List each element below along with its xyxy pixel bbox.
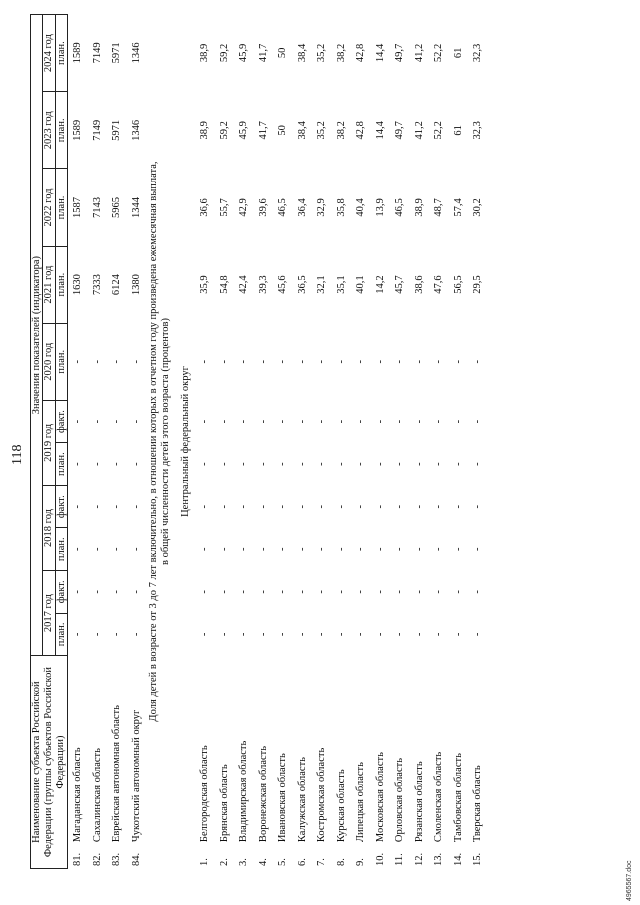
value-cell: - — [452, 462, 464, 466]
table-row — [68, 15, 88, 869]
value-cell: 38,9 — [199, 43, 211, 63]
region-name: Смоленская область — [433, 751, 445, 843]
value-cell: - — [218, 462, 230, 466]
value-cell: - — [316, 419, 328, 424]
value-cell: 38,4 — [296, 43, 308, 63]
value-cell: - — [316, 632, 328, 637]
value-cell: - — [316, 590, 328, 594]
value-cell: - — [413, 504, 425, 509]
plan-header: план. — [55, 528, 67, 571]
value-cell: - — [296, 632, 308, 637]
value-cell: - — [277, 632, 289, 637]
value-cell: - — [199, 590, 211, 594]
value-cell: - — [218, 419, 230, 424]
value-cell: - — [91, 462, 103, 466]
value-cell: - — [218, 590, 230, 594]
value-cell: - — [316, 462, 328, 466]
value-cell: - — [111, 462, 123, 466]
value-cell: - — [72, 504, 84, 509]
value-cell: - — [355, 462, 367, 466]
year-header: 2018 год — [43, 485, 55, 570]
section-title — [146, 15, 174, 869]
value-cell: 38,6 — [413, 275, 425, 294]
value-cell: - — [257, 632, 269, 637]
region-name: Сахалинская область — [91, 748, 103, 843]
row-number: 6. — [296, 858, 308, 866]
value-cell: - — [130, 462, 142, 466]
value-cell: 61 — [452, 125, 464, 136]
value-cell: 57,4 — [452, 198, 464, 217]
value-cell: 35,2 — [316, 121, 328, 140]
value-cell: - — [374, 547, 386, 552]
year-header: 2019 год — [43, 400, 55, 485]
value-cell: - — [335, 590, 347, 594]
value-cell: 49,7 — [394, 121, 406, 140]
value-cell: - — [394, 590, 406, 594]
value-cell: - — [335, 547, 347, 552]
value-cell: 5965 — [111, 196, 123, 218]
value-cell: - — [277, 419, 289, 424]
value-cell: 32,3 — [472, 121, 484, 140]
value-cell: 41,7 — [257, 121, 269, 140]
value-cell: 40,4 — [355, 198, 367, 217]
value-cell: - — [257, 590, 269, 594]
value-cell: - — [355, 359, 367, 364]
table-row — [234, 15, 254, 869]
value-cell: 1589 — [72, 119, 84, 141]
value-cell: - — [257, 359, 269, 364]
value-cell: - — [374, 504, 386, 509]
value-cell: 1346 — [130, 119, 142, 141]
value-cell: 39,6 — [257, 198, 269, 217]
region-name: Владимирская область — [238, 740, 250, 843]
value-cell: - — [277, 462, 289, 466]
row-number: 81. — [72, 852, 84, 866]
value-cell: - — [355, 590, 367, 594]
region-name: Костромская область — [316, 747, 328, 843]
value-cell: - — [238, 419, 250, 424]
value-cell: 50 — [277, 125, 289, 136]
row-number: 15. — [472, 852, 484, 866]
plan-header: план. — [55, 246, 67, 323]
value-cell: - — [111, 590, 123, 594]
row-number: 10. — [374, 852, 386, 866]
region-name: Белгородская область — [199, 745, 211, 843]
row-number: 9. — [355, 858, 367, 866]
table-row — [107, 15, 127, 869]
value-cell: 56,5 — [452, 275, 464, 294]
value-cell: 7149 — [91, 119, 103, 141]
value-cell: 49,7 — [394, 43, 406, 63]
region-name: Брянская область — [218, 764, 230, 843]
page-number: 118 — [10, 444, 25, 465]
table-row — [390, 15, 410, 869]
value-cell: - — [433, 632, 445, 637]
value-cell: - — [452, 359, 464, 364]
value-cell: 35,1 — [335, 275, 347, 294]
value-cell: - — [72, 462, 84, 466]
region-name: Магаданская область — [72, 747, 84, 843]
value-cell: - — [91, 504, 103, 509]
table-row — [351, 15, 371, 869]
value-cell: 1589 — [72, 42, 84, 64]
value-cell: - — [316, 359, 328, 364]
value-cell: 7149 — [91, 42, 103, 64]
value-cell: - — [130, 359, 142, 364]
value-cell: 1344 — [130, 196, 142, 218]
value-cell: 38,2 — [335, 43, 347, 63]
value-cell: - — [238, 632, 250, 637]
table-row — [293, 15, 313, 869]
value-cell: 1587 — [72, 196, 84, 218]
value-cell: - — [72, 547, 84, 552]
row-number: 4. — [257, 858, 269, 866]
value-cell: - — [91, 359, 103, 364]
table-row — [410, 15, 430, 869]
plan-header: план. — [55, 323, 67, 400]
value-cell: - — [238, 359, 250, 364]
value-cell: - — [199, 359, 211, 364]
region-name: Курская область — [335, 769, 347, 843]
value-cell: - — [433, 504, 445, 509]
value-cell: - — [316, 504, 328, 509]
value-cell: - — [111, 504, 123, 509]
value-cell: - — [433, 547, 445, 552]
value-cell: - — [452, 632, 464, 637]
value-cell: - — [355, 504, 367, 509]
value-cell: - — [433, 590, 445, 594]
value-cell: 1630 — [72, 274, 84, 296]
value-cell: - — [413, 359, 425, 364]
value-cell: 14,2 — [374, 275, 386, 294]
value-cell: 46,5 — [394, 198, 406, 217]
row-number: 84. — [130, 852, 142, 866]
value-cell: - — [277, 547, 289, 552]
fact-header: факт. — [55, 571, 67, 614]
region-name: Рязанская область — [413, 761, 425, 843]
row-number: 1. — [199, 858, 211, 866]
region-name: Московская область — [374, 752, 386, 843]
table-row — [215, 15, 235, 869]
value-cell: - — [130, 419, 142, 424]
value-cell: - — [413, 547, 425, 552]
row-number: 82. — [91, 852, 103, 866]
row-number: 5. — [277, 858, 289, 866]
year-header: 2023 год — [43, 92, 55, 169]
value-cell: 39,3 — [257, 275, 269, 294]
value-cell: - — [472, 547, 484, 552]
value-cell: - — [413, 632, 425, 637]
value-cell: 61 — [452, 47, 464, 59]
value-cell: - — [130, 632, 142, 637]
value-cell: 36,5 — [296, 275, 308, 294]
value-cell: - — [72, 359, 84, 364]
row-number: 7. — [316, 858, 328, 866]
value-cell: - — [394, 632, 406, 637]
value-cell: 14,4 — [374, 121, 386, 140]
value-cell: - — [433, 359, 445, 364]
value-cell: 35,8 — [335, 198, 347, 217]
value-cell: - — [72, 632, 84, 637]
value-cell: - — [355, 419, 367, 424]
value-cell: - — [199, 547, 211, 552]
value-cell: - — [199, 462, 211, 466]
value-cell: - — [335, 359, 347, 364]
value-cell: - — [199, 504, 211, 509]
value-cell: - — [394, 462, 406, 466]
table-row — [468, 15, 488, 869]
value-cell: - — [257, 547, 269, 552]
value-cell: 42,9 — [238, 198, 250, 217]
table-row — [127, 15, 147, 869]
table-row — [449, 15, 469, 869]
document-id: 4965567.doc — [626, 860, 633, 901]
row-number: 12. — [413, 852, 425, 866]
value-cell: 45,9 — [238, 43, 250, 63]
value-cell: 1380 — [130, 274, 142, 296]
value-cell: 48,7 — [433, 198, 445, 217]
value-cell: - — [111, 359, 123, 364]
value-cell: - — [111, 419, 123, 424]
value-cell: - — [316, 547, 328, 552]
value-cell: - — [413, 590, 425, 594]
table-row — [273, 15, 293, 869]
value-cell: - — [296, 419, 308, 424]
value-cell: 38,9 — [199, 121, 211, 140]
value-cell: - — [111, 632, 123, 637]
value-cell: - — [335, 632, 347, 637]
value-cell: - — [199, 632, 211, 637]
value-cell: - — [296, 547, 308, 552]
value-cell: - — [374, 359, 386, 364]
value-cell: - — [130, 590, 142, 594]
value-cell: 29,5 — [472, 275, 484, 294]
value-cell: - — [413, 419, 425, 424]
value-cell: - — [296, 504, 308, 509]
value-cell: - — [374, 590, 386, 594]
region-name: Тамбовская область — [452, 753, 464, 843]
value-cell: - — [238, 547, 250, 552]
value-cell: - — [238, 504, 250, 509]
table-row — [429, 15, 449, 869]
value-cell: 52,2 — [433, 121, 445, 140]
year-header: 2024 год — [43, 15, 55, 92]
value-cell: 54,8 — [218, 275, 230, 294]
table-row — [88, 15, 108, 869]
value-cell: 41,2 — [413, 43, 425, 63]
value-cell: 6124 — [111, 274, 123, 296]
value-cell: - — [130, 547, 142, 552]
value-cell: - — [130, 504, 142, 509]
fact-header: факт. — [55, 485, 67, 528]
value-cell: - — [91, 419, 103, 424]
value-cell: - — [335, 419, 347, 424]
region-name: Липецкая область — [355, 762, 367, 843]
column-header-values: Значения показателей (индикатора) — [31, 15, 43, 656]
value-cell: - — [296, 359, 308, 364]
row-number: 14. — [452, 852, 464, 866]
row-number: 83. — [111, 852, 123, 866]
year-header: 2017 год — [43, 571, 55, 656]
plan-header: план. — [55, 92, 67, 169]
table-row — [371, 15, 391, 869]
value-cell: - — [277, 504, 289, 509]
table-row — [195, 15, 215, 869]
value-cell: - — [472, 419, 484, 424]
value-cell: - — [355, 547, 367, 552]
value-cell: 41,2 — [413, 121, 425, 140]
plan-header: план. — [55, 613, 67, 656]
value-cell: - — [91, 547, 103, 552]
year-header: 2020 год — [43, 323, 55, 400]
region-name: Тверская область — [472, 765, 484, 843]
value-cell: 45,6 — [277, 275, 289, 294]
value-cell: - — [335, 504, 347, 509]
value-cell: 36,6 — [199, 198, 211, 217]
value-cell: - — [296, 590, 308, 594]
value-cell: 7143 — [91, 196, 103, 218]
value-cell: - — [91, 590, 103, 594]
row-number: 13. — [433, 852, 445, 866]
table-row — [254, 15, 274, 869]
value-cell: - — [277, 590, 289, 594]
value-cell: - — [218, 547, 230, 552]
value-cell: 38,4 — [296, 121, 308, 140]
value-cell: 42,8 — [355, 121, 367, 140]
value-cell: - — [355, 632, 367, 637]
section-title-line2: в общей численности детей этого возраста (процентов) — [160, 317, 171, 566]
indicator-table — [30, 14, 488, 869]
section-heading — [146, 15, 195, 869]
value-cell: - — [374, 632, 386, 637]
value-cell: 38,2 — [335, 121, 347, 140]
value-cell: 46,5 — [277, 198, 289, 217]
value-cell: 40,1 — [355, 275, 367, 294]
value-cell: - — [394, 547, 406, 552]
value-cell: 41,7 — [257, 43, 269, 63]
plan-header: план. — [55, 169, 67, 246]
table-row — [312, 15, 332, 869]
value-cell: 32,9 — [316, 198, 328, 217]
value-cell: 5971 — [111, 42, 123, 64]
plan-header: план. — [55, 15, 67, 92]
value-cell: - — [218, 359, 230, 364]
region-name: Чукотский автономный округ — [130, 709, 142, 843]
value-cell: - — [452, 590, 464, 594]
value-cell: - — [394, 419, 406, 424]
value-cell: 1346 — [130, 42, 142, 64]
value-cell: - — [472, 462, 484, 466]
value-cell: - — [413, 462, 425, 466]
value-cell: 45,7 — [394, 275, 406, 294]
value-cell: - — [72, 419, 84, 424]
value-cell: 36,4 — [296, 198, 308, 217]
value-cell: 42,8 — [355, 43, 367, 63]
value-cell: 52,2 — [433, 43, 445, 63]
value-cell: - — [472, 590, 484, 594]
value-cell: - — [72, 590, 84, 594]
value-cell: - — [257, 462, 269, 466]
value-cell: 35,9 — [199, 275, 211, 294]
value-cell: 59,2 — [218, 43, 230, 63]
value-cell: 5971 — [111, 119, 123, 141]
value-cell: 38,9 — [413, 198, 425, 217]
year-header: 2022 год — [43, 169, 55, 246]
region-name: Ивановская область — [277, 753, 289, 843]
row-number: 3. — [238, 858, 250, 866]
value-cell: - — [218, 504, 230, 509]
value-cell: 14,4 — [374, 43, 386, 63]
value-cell: - — [472, 632, 484, 637]
value-cell: - — [296, 462, 308, 466]
value-cell: - — [257, 419, 269, 424]
value-cell: - — [433, 462, 445, 466]
subsection-title: Центральный федеральный округ — [180, 366, 191, 517]
value-cell: - — [394, 504, 406, 509]
value-cell: - — [452, 504, 464, 509]
value-cell: 32,1 — [316, 275, 328, 294]
table-header — [31, 15, 68, 869]
value-cell: 35,2 — [316, 43, 328, 63]
value-cell: 42,4 — [238, 275, 250, 294]
region-name: Воронежская область — [257, 745, 269, 843]
value-cell: 45,9 — [238, 121, 250, 140]
value-cell: 47,6 — [433, 275, 445, 294]
value-cell: - — [472, 359, 484, 364]
table-row — [332, 15, 352, 869]
value-cell: 32,3 — [472, 43, 484, 63]
row-number: 11. — [394, 853, 406, 866]
row-number: 2. — [218, 858, 230, 866]
value-cell: 7333 — [91, 274, 103, 296]
region-name: Орловская область — [394, 757, 406, 843]
value-cell: 59,2 — [218, 121, 230, 140]
section-title-line1: Доля детей в возрасте от 3 до 7 лет включительно, в отношении которых в отчетном году произведена ежемесячная выплата, — [148, 161, 159, 722]
value-cell: - — [394, 359, 406, 364]
value-cell: - — [374, 462, 386, 466]
row-number: 8. — [335, 858, 347, 866]
value-cell: 13,9 — [374, 198, 386, 217]
value-cell: - — [111, 547, 123, 552]
value-cell: - — [374, 419, 386, 424]
column-header-region: Наименование субъекта Российской Федерации (группы субъектов Российской Федерации) — [31, 656, 68, 869]
value-cell: - — [199, 419, 211, 424]
value-cell: 50 — [277, 47, 289, 59]
value-cell: - — [277, 359, 289, 364]
value-cell: - — [452, 547, 464, 552]
region-name: Еврейская автономная область — [111, 705, 123, 843]
value-cell: - — [238, 590, 250, 594]
value-cell: - — [335, 462, 347, 466]
region-name: Калужская область — [296, 757, 308, 843]
value-cell: - — [452, 419, 464, 424]
value-cell: - — [238, 462, 250, 466]
value-cell: 30,2 — [472, 198, 484, 217]
value-cell: - — [472, 504, 484, 509]
year-header: 2021 год — [43, 246, 55, 323]
plan-header: план. — [55, 443, 67, 486]
value-cell: - — [433, 419, 445, 424]
value-cell: - — [91, 632, 103, 637]
value-cell: 55,7 — [218, 198, 230, 217]
value-cell: - — [257, 504, 269, 509]
value-cell: - — [218, 632, 230, 637]
fact-header: факт. — [55, 400, 67, 443]
table-body-bottom — [195, 15, 488, 869]
table-body-top — [68, 15, 147, 869]
